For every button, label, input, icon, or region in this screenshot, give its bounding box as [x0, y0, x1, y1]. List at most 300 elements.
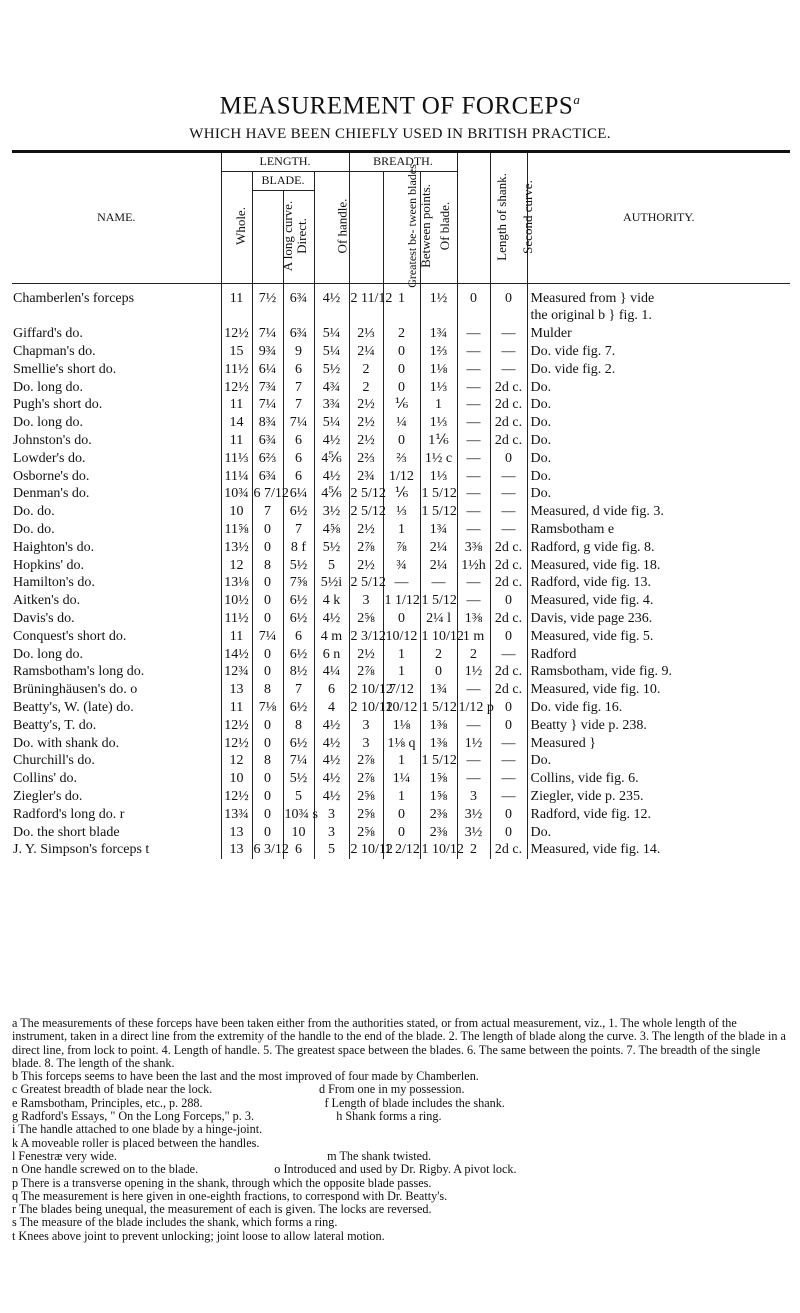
cell-authority: Measured, vide fig. 4. [527, 592, 790, 610]
cell-blade: 1¾ [420, 325, 457, 343]
cell-handle: 6 [314, 681, 349, 699]
cell-shank: — [457, 432, 490, 450]
cell-authority: Davis, vide page 236. [527, 610, 790, 628]
cell-whole: 12½ [221, 325, 252, 343]
cell-blade: 1⅝ [420, 788, 457, 806]
cell-curve: 0 [252, 788, 283, 806]
cell-curve: 6¼ [252, 361, 283, 379]
cell-authority: the original b } fig. 1. [527, 307, 790, 325]
cell-blade: 2⅜ [420, 806, 457, 824]
cell-handle: 4 m [314, 628, 349, 646]
cell-handle: 3 [314, 806, 349, 824]
cell-whole: 12¾ [221, 663, 252, 681]
cell-points: 1 [383, 752, 420, 770]
cell-blade: 2¼ [420, 539, 457, 557]
row-name: Beatty's, T. do. [13, 717, 97, 733]
header-greatest-text: Greatest be- tween blades [404, 164, 419, 289]
table-body [12, 283, 790, 859]
cell-points: 0 [383, 379, 420, 397]
row-name: Osborne's do. [13, 468, 90, 484]
cell-second: 0 [490, 824, 527, 842]
cell-blade: 1⅓ [420, 379, 457, 397]
cell-second: — [490, 770, 527, 788]
cell-second: — [490, 343, 527, 361]
cell-whole: 13¾ [221, 806, 252, 824]
cell-second: — [490, 752, 527, 770]
row-name: Ziegler's do. [13, 788, 83, 804]
cell-curve: 8 [252, 752, 283, 770]
cell-whole: 12½ [221, 379, 252, 397]
cell-authority: Ramsbotham e [527, 521, 790, 539]
cell-curve: 8 [252, 557, 283, 575]
footnote: g Radford's Essays, " On the Long Forceps," p. 3. h Shank forms a ring. [12, 1109, 442, 1124]
table-row [12, 646, 790, 664]
cell-handle: 4¼ [314, 663, 349, 681]
cell-curve: 7 [252, 503, 283, 521]
cell-second: 2d c. [490, 396, 527, 414]
cell-direct: 6½ [283, 646, 314, 664]
cell-whole: 11 [221, 628, 252, 646]
cell-handle: 5½i [314, 574, 349, 592]
cell-direct: 6 [283, 450, 314, 468]
table-row [12, 343, 790, 361]
cell-whole: 13⅛ [221, 574, 252, 592]
footnote: s The measure of the blade includes the shank, which forms a ring. [12, 1215, 338, 1230]
cell-points: 1 [383, 663, 420, 681]
table-row [12, 485, 790, 503]
cell-greatest: 2 5/12 [350, 486, 386, 502]
cell-greatest: 2½ [349, 396, 383, 414]
row-name: Ramsbotham's long do. [13, 664, 145, 680]
cell-shank: — [457, 414, 490, 432]
cell-shank: — [457, 450, 490, 468]
header-whole-text: Whole. [232, 207, 248, 246]
cell-handle: 5 [314, 557, 349, 575]
cell-handle [314, 307, 349, 325]
cell-shank: 1/12 p [458, 699, 494, 715]
cell-whole: 11 [221, 396, 252, 414]
cell-second: 0 [490, 717, 527, 735]
cell-authority: Do. vide fig. 16. [527, 699, 790, 717]
cell-direct: 6 [283, 841, 314, 859]
table-row [12, 557, 790, 575]
footnote: c Greatest breadth of blade near the lock. d From one in my possession. [12, 1082, 465, 1097]
cell-handle: 4 k [314, 592, 349, 610]
cell-greatest: 2 [349, 379, 383, 397]
cell-points: 0 [383, 432, 420, 450]
footnotes [12, 1017, 790, 1243]
page-title [0, 92, 800, 120]
cell-greatest: 2⅔ [349, 450, 383, 468]
cell-shank: 1½ [457, 663, 490, 681]
cell-points: 7/12 [383, 681, 420, 699]
cell-curve: 0 [252, 574, 283, 592]
cell-greatest: 2⅝ [349, 806, 383, 824]
table-row [12, 681, 790, 699]
cell-greatest: 2 11/12 [349, 283, 383, 307]
cell-second: 0 [490, 699, 527, 717]
cell-second: — [490, 788, 527, 806]
row-name: Hamilton's do. [13, 575, 95, 591]
cell-authority: Do. vide fig. 2. [527, 361, 790, 379]
cell-curve: 6⅔ [252, 450, 283, 468]
cell-greatest: 2⅝ [349, 824, 383, 842]
table-row [12, 735, 790, 753]
cell-direct: 6 [283, 432, 314, 450]
table-row [12, 752, 790, 770]
cell-second: — [490, 485, 527, 503]
row-name: Brüninghäusen's do. o [13, 682, 138, 698]
cell-points: 0 [383, 343, 420, 361]
cell-handle: 4½ [314, 610, 349, 628]
cell-direct: 9 [283, 343, 314, 361]
cell-second: 0 [490, 592, 527, 610]
cell-blade: 0 [420, 663, 457, 681]
cell-shank [457, 307, 490, 325]
cell-whole: 10 [221, 770, 252, 788]
page-subtitle: WHICH HAVE BEEN CHIEFLY USED IN BRITISH PRACTICE. [189, 126, 611, 142]
cell-handle: 4 [314, 699, 349, 717]
cell-blade: 2¼ l [420, 610, 457, 628]
cell-whole: 12½ [221, 788, 252, 806]
cell-authority: Measured, d vide fig. 3. [527, 503, 790, 521]
cell-direct: 6¼ [283, 485, 314, 503]
cell-shank: — [457, 592, 490, 610]
header-breadth: BREADTH. [349, 152, 457, 172]
cell-shank: 1⅜ [457, 610, 490, 628]
row-name: Johnston's do. [13, 432, 92, 448]
cell-shank: — [457, 503, 490, 521]
cell-greatest: 2⅞ [349, 539, 383, 557]
cell-points: ⅔ [383, 450, 420, 468]
cell-curve: 6 3/12 [253, 842, 289, 858]
cell-second: 2d c. [490, 379, 527, 397]
cell-second: — [490, 735, 527, 753]
cell-greatest: 2⅞ [349, 663, 383, 681]
cell-shank: 2 [457, 646, 490, 664]
cell-direct: 7 [283, 396, 314, 414]
header-handle [314, 171, 349, 283]
row-name: Do. long do. [13, 415, 83, 431]
cell-whole: 12½ [221, 735, 252, 753]
cell-direct: 10 [283, 824, 314, 842]
cell-whole: 11⅝ [221, 521, 252, 539]
cell-shank: 3⅜ [457, 539, 490, 557]
header-along-curve-text: A long curve. [279, 200, 295, 271]
cell-greatest: 2⅝ [349, 788, 383, 806]
table-row [12, 770, 790, 788]
cell-curve: 6 7/12 [253, 486, 289, 502]
cell-authority: Do. [527, 824, 790, 842]
cell-whole: 15 [221, 343, 252, 361]
row-name: Do. the short blade [13, 824, 120, 840]
cell-shank: 1 m [457, 628, 490, 646]
cell-shank: — [457, 574, 490, 592]
cell-shank: — [457, 770, 490, 788]
cell-curve: 0 [252, 592, 283, 610]
cell-curve: 0 [252, 610, 283, 628]
table-row [12, 432, 790, 450]
cell-handle: 5½ [314, 539, 349, 557]
cell-second [490, 307, 527, 325]
cell-authority: Measured, vide fig. 5. [527, 628, 790, 646]
cell-curve: 0 [252, 646, 283, 664]
cell-blade: 1 10/12 [421, 842, 464, 858]
footnote: i The handle attached to one blade by a hinge-joint. [12, 1122, 263, 1137]
header-handle-text: Of handle. [333, 198, 349, 254]
cell-handle: 4⅚ [314, 450, 349, 468]
cell-shank: — [457, 681, 490, 699]
cell-second: 2d c. [490, 610, 527, 628]
cell-handle: 6 n [314, 646, 349, 664]
cell-handle: 4½ [314, 770, 349, 788]
table-row [12, 628, 790, 646]
cell-curve: 0 [252, 735, 283, 753]
cell-authority: Do. [527, 485, 790, 503]
cell-whole: 11½ [221, 361, 252, 379]
cell-handle: 5 [314, 841, 349, 859]
cell-shank: 1½ [457, 735, 490, 753]
cell-authority: Mulder [527, 325, 790, 343]
cell-shank: 3½ [457, 824, 490, 842]
cell-direct: 7 [283, 379, 314, 397]
cell-blade: 1 5/12 [421, 593, 457, 609]
header-between-points-text: Between points. [417, 184, 433, 269]
cell-points: 1 [383, 283, 420, 307]
table-row [12, 450, 790, 468]
footnote: l Fenestræ very wide. m The shank twisted. [12, 1148, 432, 1163]
cell-shank: — [457, 717, 490, 735]
table-row [12, 521, 790, 539]
header-name-text: NAME. [97, 209, 136, 224]
cell-greatest: 3 [349, 717, 383, 735]
cell-blade: 1⅜ [420, 717, 457, 735]
cell-second: 2d c. [490, 414, 527, 432]
cell-blade [420, 307, 457, 325]
cell-authority: Collins, vide fig. 6. [527, 770, 790, 788]
table-row [12, 663, 790, 681]
cell-blade: 1⅓ [420, 414, 457, 432]
cell-handle: 5¼ [314, 343, 349, 361]
header-of-blade-text: Of blade. [436, 202, 452, 251]
row-name: Do. do. [13, 504, 55, 520]
header-along-curve [252, 190, 295, 283]
cell-whole [221, 307, 252, 325]
cell-second: 2d c. [490, 681, 527, 699]
row-name: Do. long do. [13, 646, 83, 662]
cell-authority: Do. [527, 450, 790, 468]
cell-blade: 1 5/12 [421, 504, 457, 520]
cell-authority: Measured, vide fig. 10. [527, 681, 790, 699]
cell-greatest: 3 [349, 735, 383, 753]
cell-second: 0 [490, 450, 527, 468]
cell-authority: Do. [527, 468, 790, 486]
cell-handle: 4½ [314, 752, 349, 770]
cell-greatest: 2 3/12 [350, 628, 386, 644]
cell-direct: 6½ [283, 610, 314, 628]
cell-direct: 5 [283, 788, 314, 806]
cell-second: — [490, 325, 527, 343]
title-footnote-ref: a [573, 92, 581, 107]
cell-points: ⅙ [383, 485, 420, 503]
cell-second: — [490, 468, 527, 486]
cell-curve: 0 [252, 521, 283, 539]
cell-points: 1 2/12 [384, 842, 420, 858]
cell-shank: 0 [457, 283, 490, 307]
row-name: Chapman's do. [13, 343, 96, 359]
row-name: Hopkins' do. [13, 557, 84, 573]
cell-greatest: 2⅓ [349, 325, 383, 343]
cell-points [383, 307, 420, 325]
cell-second: 0 [490, 628, 527, 646]
cell-handle: 4¾ [314, 379, 349, 397]
cell-handle: 4½ [314, 735, 349, 753]
cell-greatest: 2½ [349, 557, 383, 575]
cell-whole: 14 [221, 414, 252, 432]
cell-authority: Do. [527, 414, 790, 432]
cell-second: 2d c. [490, 539, 527, 557]
title-text: MEASUREMENT OF FORCEPS [219, 92, 574, 120]
table-row [12, 610, 790, 628]
cell-blade: 1 5/12 [421, 753, 457, 769]
cell-points: 0 [383, 824, 420, 842]
table-row [12, 592, 790, 610]
cell-authority: Measured from } vide [527, 283, 790, 307]
cell-shank: 3 [457, 788, 490, 806]
cell-greatest: 2⅞ [349, 752, 383, 770]
cell-points: 1 [383, 646, 420, 664]
cell-curve: 0 [252, 824, 283, 842]
cell-whole: 11½ [221, 610, 252, 628]
cell-greatest: 2 10/12 [350, 842, 393, 858]
cell-curve [252, 307, 283, 325]
cell-points: 0 [383, 610, 420, 628]
cell-direct: 6½ [283, 592, 314, 610]
forceps-table [12, 150, 790, 859]
cell-blade: 2⅜ [420, 824, 457, 842]
row-name: Chamberlen's forceps [13, 290, 135, 306]
cell-second: 2d c. [490, 432, 527, 450]
cell-curve: 8¾ [252, 414, 283, 432]
cell-direct: 6¾ [283, 283, 314, 307]
row-name: Collins' do. [13, 771, 77, 787]
cell-handle: 4½ [314, 717, 349, 735]
cell-direct: 6 [283, 628, 314, 646]
footnote: b This forceps seems to have been the last and the most improved of four made by Chamberlen. [12, 1069, 479, 1084]
cell-curve: 0 [252, 663, 283, 681]
cell-whole: 11⅓ [221, 450, 252, 468]
cell-second: 2d c. [490, 663, 527, 681]
table-row [12, 468, 790, 486]
cell-greatest: 2¾ [349, 468, 383, 486]
cell-curve: 0 [252, 770, 283, 788]
cell-whole: 12 [221, 752, 252, 770]
header-blade: BLADE. [252, 171, 314, 190]
cell-second: 2d c. [490, 841, 527, 859]
table-row [12, 699, 790, 717]
table-row [12, 824, 790, 842]
cell-curve: 0 [252, 717, 283, 735]
cell-points: ⅙ [383, 396, 420, 414]
cell-blade: 1 [420, 396, 457, 414]
cell-handle: 4½ [314, 788, 349, 806]
cell-points: 0 [383, 361, 420, 379]
cell-whole: 10½ [221, 592, 252, 610]
cell-whole: 13½ [221, 539, 252, 557]
row-name: Do. do. [13, 521, 55, 537]
cell-greatest: 2⅝ [349, 610, 383, 628]
cell-greatest: 2 10/12 [350, 699, 393, 715]
cell-authority: Do. [527, 396, 790, 414]
cell-authority: Ziegler, vide p. 235. [527, 788, 790, 806]
cell-greatest: 2 5/12 [350, 504, 386, 520]
cell-blade: 2¼ [420, 557, 457, 575]
row-name: Smellie's short do. [13, 361, 117, 377]
cell-blade: 1¾ [420, 681, 457, 699]
row-name: Lowder's do. [13, 450, 86, 466]
cell-blade: 1⅓ [420, 468, 457, 486]
table-row [12, 574, 790, 592]
cell-whole: 11¼ [221, 468, 252, 486]
cell-shank: — [457, 361, 490, 379]
cell-greatest: 2 [349, 361, 383, 379]
cell-blade: 1 10/12 [421, 628, 464, 644]
cell-second: 0 [490, 283, 527, 307]
cell-second: 2d c. [490, 574, 527, 592]
cell-curve: 8 [252, 681, 283, 699]
table-row [12, 806, 790, 824]
cell-whole: 13 [221, 681, 252, 699]
cell-blade: 1⅔ [420, 343, 457, 361]
cell-curve: 7¼ [252, 396, 283, 414]
cell-curve: 7⅛ [252, 699, 283, 717]
footnote: n One handle screwed on to the blade. o Introduced and used by Dr. Rigby. A pivot lock. [12, 1162, 517, 1177]
table-row [12, 503, 790, 521]
cell-blade: 1⅝ [420, 770, 457, 788]
table-row [12, 396, 790, 414]
cell-whole: 10¾ [221, 485, 252, 503]
table-row [12, 414, 790, 432]
row-name: J. Y. Simpson's forceps t [13, 842, 150, 858]
cell-points: ⅞ [383, 539, 420, 557]
cell-points: 1 [383, 521, 420, 539]
cell-curve: 0 [252, 539, 283, 557]
cell-whole: 12 [221, 557, 252, 575]
cell-authority: Radford, g vide fig. 8. [527, 539, 790, 557]
cell-shank: 2 [457, 841, 490, 859]
header-direct-text: Direct. [293, 217, 309, 254]
cell-direct: 5½ [283, 770, 314, 788]
cell-whole: 13 [221, 841, 252, 859]
cell-points: 0 [383, 806, 420, 824]
cell-shank: — [457, 485, 490, 503]
cell-greatest: 3 [349, 592, 383, 610]
cell-direct: 5½ [283, 557, 314, 575]
cell-handle: 5¼ [314, 325, 349, 343]
header-name [12, 152, 221, 284]
row-name: Giffard's do. [13, 326, 83, 342]
cell-authority: Radford, vide fig. 13. [527, 574, 790, 592]
cell-handle: 4⅝ [314, 521, 349, 539]
cell-handle: 3¾ [314, 396, 349, 414]
cell-handle: 4½ [314, 468, 349, 486]
cell-handle: 3 [314, 824, 349, 842]
cell-direct: 8 f [283, 539, 314, 557]
cell-direct: 8½ [283, 663, 314, 681]
cell-curve: 0 [252, 806, 283, 824]
cell-points: ⅓ [383, 503, 420, 521]
cell-shank: — [457, 379, 490, 397]
